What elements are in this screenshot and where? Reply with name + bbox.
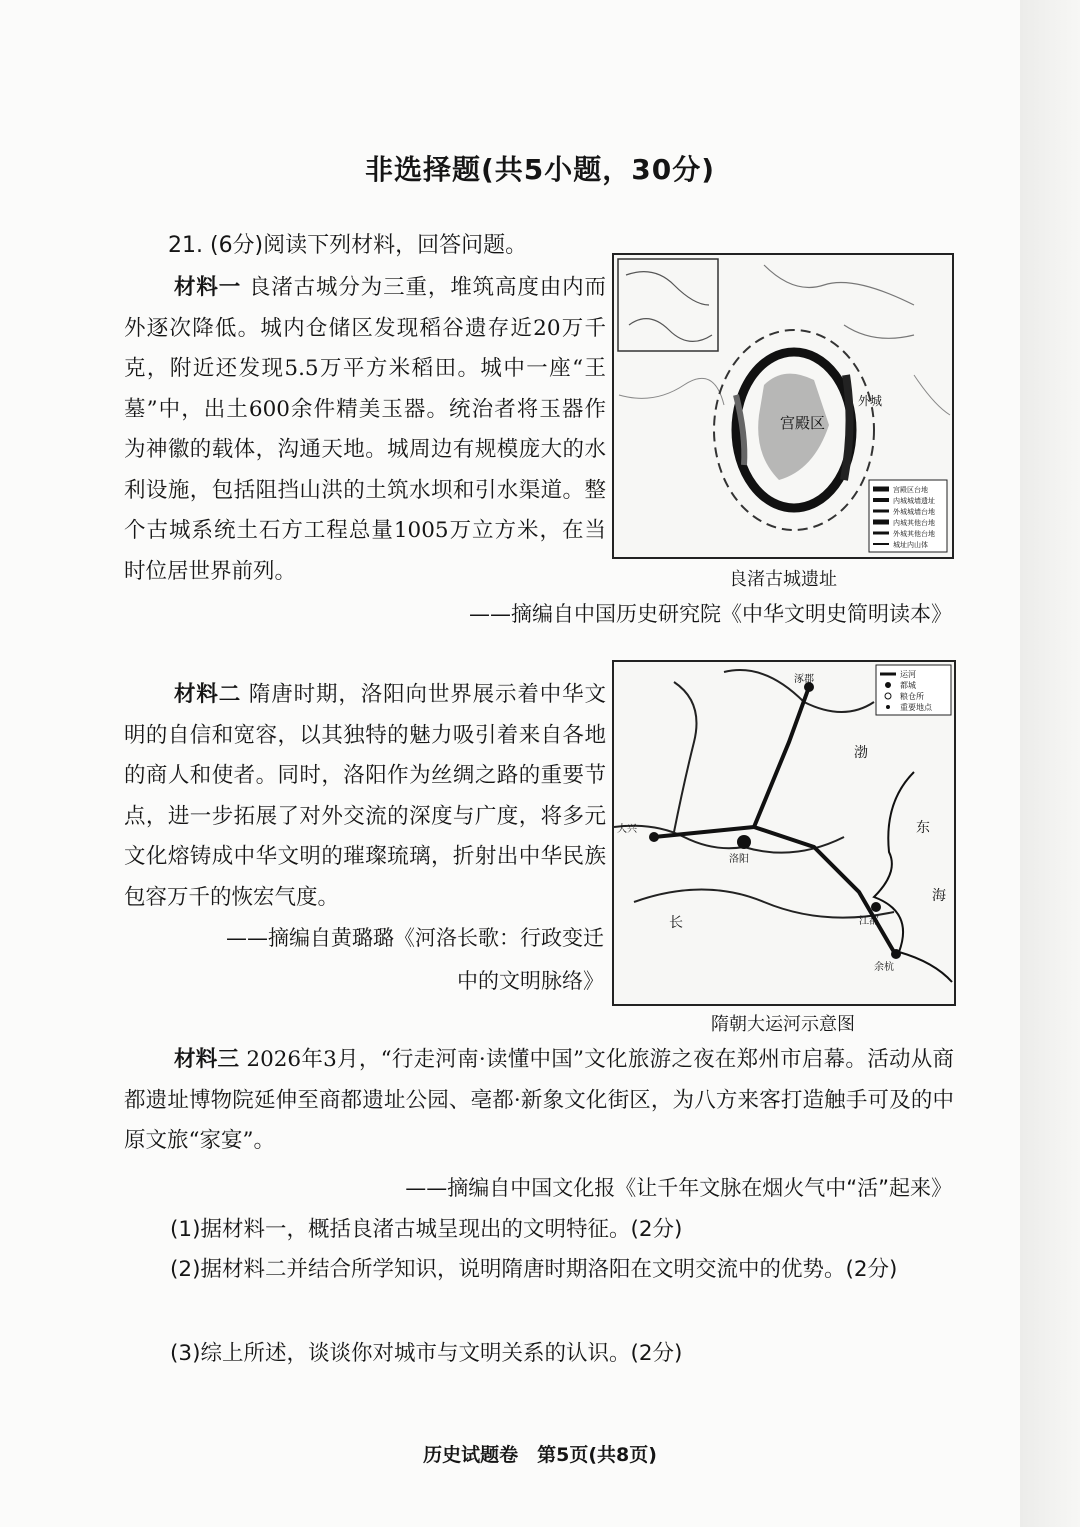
page-footer: 历史试题卷 第5页(共8页) [423, 1444, 657, 1466]
svg-text:大兴: 大兴 [617, 824, 637, 835]
material-two-source-line2: 中的文明脉络》 [457, 969, 604, 993]
material-three-lead: 材料三 [174, 1047, 240, 1072]
svg-text:东: 东 [916, 820, 930, 836]
material-one [124, 268, 606, 592]
svg-text:外城其他台地: 外城其他台地 [893, 530, 935, 538]
svg-text:涿郡: 涿郡 [794, 674, 814, 685]
material-one-source: ——摘编自中国历史研究院《中华文明史简明读本》 [469, 602, 952, 626]
svg-text:城址内山体: 城址内山体 [893, 541, 928, 549]
outer-city-label: 外城 [858, 394, 883, 408]
section-title: 非选择题(共5小题，30分) [364, 153, 716, 186]
svg-text:都城: 都城 [900, 681, 916, 690]
liangzhu-map [612, 253, 954, 559]
material-one-lead: 材料一 [174, 275, 242, 300]
sub-question-3: (3)综上所述，谈谈你对城市与文明关系的认识。(2分) [170, 1341, 683, 1366]
svg-text:粮仓所: 粮仓所 [900, 692, 924, 701]
liangzhu-map-caption: 良渚古城遗址 [729, 569, 837, 590]
svg-text:长: 长 [669, 915, 683, 931]
svg-text:内城其他台地: 内城其他台地 [893, 519, 935, 527]
svg-text:外城城墙台地: 外城城墙台地 [893, 508, 935, 516]
material-one-text: 良渚古城分为三重，堆筑高度由内而外逐次降低。城内仓储区发现稻谷遗存近20万千克，附近还发现5.5万平方米稻田。城中一座“王墓”中，出土600余件精美玉器。统治者将玉器作为神徽的载体，沟通天地。城周边有规模庞大的水利设施，包括阻挡山洪的土筑水坝和引水渠道。整个古城系统土石方工程总量1005万立方米，在当时位居世界前列。 [124, 275, 606, 584]
material-three-source: ——摘编自中国文化报《让千年文脉在烟火气中“活”起来》 [405, 1176, 952, 1200]
material-three-text: 2026年3月，“行走河南·读懂中国”文化旅游之夜在郑州市启幕。活动从商都遗址博物院延伸至商都遗址公园、亳都·新象文化街区，为八方来客打造触手可及的中原文旅“家宴”。 [124, 1047, 954, 1153]
svg-text:江都: 江都 [859, 916, 879, 927]
material-three [124, 1040, 954, 1162]
material-two [124, 675, 606, 918]
palace-label: 宫殿区 [780, 414, 826, 432]
svg-text:渤: 渤 [854, 745, 868, 761]
svg-text:宫殿区台地: 宫殿区台地 [893, 486, 928, 494]
svg-text:内城城墙遗址: 内城城墙遗址 [893, 497, 935, 505]
material-two-lead: 材料二 [174, 682, 242, 707]
grand-canal-map-caption: 隋朝大运河示意图 [711, 1014, 855, 1035]
svg-text:重要地点: 重要地点 [900, 703, 932, 712]
material-two-source-line1: ——摘编自黄璐璐《河洛长歌：行政变迁 [226, 926, 604, 950]
svg-text:海: 海 [932, 888, 946, 904]
question-header: 21. (6分)阅读下列材料，回答问题。 [168, 233, 528, 258]
sub-question-1: (1)据材料一，概括良渚古城呈现出的文明特征。(2分) [170, 1217, 683, 1242]
material-two-text: 隋唐时期，洛阳向世界展示着中华文明的自信和宽容，以其独特的魅力吸引着来自各地的商人和使者。同时，洛阳作为丝绸之路的重要节点，进一步拓展了对外交流的深度与广度，将多元文化熔铸成中华文明的璀璨琉璃，折射出中华民族包容万千的恢宏气度。 [124, 682, 606, 910]
svg-text:余杭: 余杭 [874, 962, 894, 973]
grand-canal-map [612, 660, 956, 1006]
sub-question-2: (2)据材料二并结合所学知识，说明隋唐时期洛阳在文明交流中的优势。(2分) [170, 1257, 898, 1282]
svg-text:运河: 运河 [900, 670, 916, 679]
svg-text:洛阳: 洛阳 [729, 854, 749, 865]
page-edge [1020, 0, 1080, 1527]
